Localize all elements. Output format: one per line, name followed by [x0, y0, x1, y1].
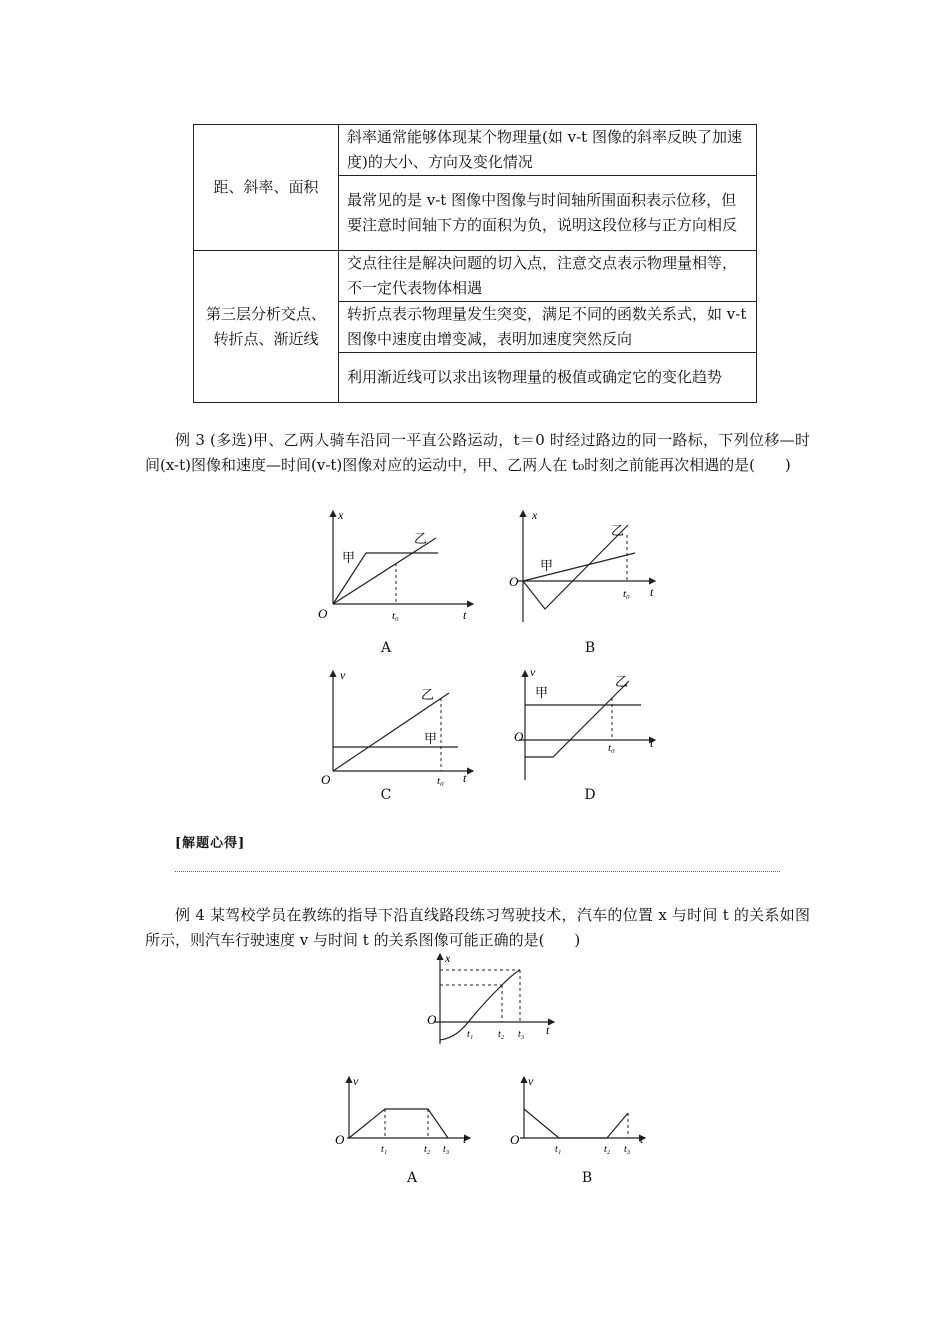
t0-label: t₀ — [392, 610, 399, 622]
example3-text: 例 3 (多选)甲、乙两人骑车沿同一平直公路运动，t＝0 时经过路边的同一路标，下列位移—时间(x-t)图像和速度—时间(v-t)图像对应的运动中，甲、乙两人在 t₀时刻之前能再次相遇的是( ) — [145, 431, 810, 474]
t2-label: t₂ — [604, 1144, 611, 1155]
table-cell: 斜率通常能够体现某个物理量(如 v-t 图像的斜率反映了加速度)的大小、方向及变化情况 — [339, 125, 757, 176]
y-label: x — [532, 508, 538, 522]
y-label: v — [528, 1074, 534, 1088]
yi-label: 乙 — [615, 674, 629, 689]
summary-table — [193, 124, 757, 403]
origin: O — [509, 574, 519, 589]
origin: O — [427, 1012, 437, 1027]
origin: O — [321, 772, 331, 787]
example4-option-b — [510, 1073, 650, 1159]
x-label: t — [650, 736, 654, 750]
t0-label: t₀ — [623, 588, 630, 600]
yi-label: 乙 — [611, 523, 625, 538]
origin: O — [335, 1132, 345, 1147]
jia-label: 甲 — [424, 731, 438, 746]
x-label: t — [463, 771, 467, 785]
y-label: x — [338, 508, 344, 522]
t1-label: t₁ — [467, 1029, 474, 1040]
table-cell: 转折点表示物理量发生突变，满足不同的函数关系式，如 v-t 图像中速度由增变减，表明加速度突然反向 — [339, 302, 757, 353]
figure-d-label: D — [584, 787, 596, 803]
option-b-label: B — [581, 1170, 593, 1186]
origin: O — [514, 729, 524, 744]
figure-b-label: B — [584, 640, 596, 656]
x-label: t — [650, 585, 654, 599]
y-label: v — [353, 1074, 359, 1088]
t3-label: t₃ — [518, 1029, 525, 1040]
velocity-curve — [524, 1109, 628, 1138]
t1-label: t₁ — [381, 1144, 388, 1155]
figure-c — [313, 665, 478, 787]
figure-a — [313, 505, 478, 623]
t1-label: t₁ — [555, 1144, 562, 1155]
t3-label: t₃ — [443, 1144, 450, 1155]
yi-label: 乙 — [421, 687, 435, 702]
t2-label: t₂ — [424, 1144, 431, 1155]
example4-text: 例 4 某驾校学员在教练的指导下沿直线路段练习驾驶技术，汽车的位置 x 与时间 t 的关系如图所示，则汽车行驶速度 v 与时间 t 的关系图像可能正确的是( ) — [145, 906, 810, 949]
y-label: x — [445, 951, 451, 965]
t3-label: t₃ — [624, 1144, 631, 1155]
row2-left-cell: 第三层分析交点、转折点、渐近线 — [194, 251, 339, 403]
y-label: v — [530, 665, 536, 679]
table-cell: 最常见的是 v-t 图像中图像与时间轴所围面积表示位移，但要注意时间轴下方的面积为负，说明这段位移与正方向相反 — [339, 176, 757, 251]
origin: O — [318, 606, 328, 621]
table-cell: 利用渐近线可以求出该物理量的极值或确定它的变化趋势 — [339, 353, 757, 403]
t2-label: t₂ — [498, 1029, 505, 1040]
x-label: t — [463, 608, 467, 622]
example4-option-a — [335, 1073, 475, 1159]
example4-main-figure — [422, 950, 562, 1048]
x-label: t — [640, 1132, 644, 1146]
yi-label: 乙 — [414, 531, 428, 546]
table-cell: 交点往往是解决问题的切入点，注意交点表示物理量相等，不一定代表物体相遇 — [339, 251, 757, 302]
x-label: t — [463, 1132, 467, 1146]
curve-yi — [333, 538, 436, 604]
jia-label: 甲 — [540, 558, 554, 573]
figure-b — [505, 505, 670, 625]
position-curve — [440, 970, 520, 1040]
y-label: v — [340, 668, 346, 682]
figure-d — [505, 665, 670, 785]
notes-label: [解题心得] — [175, 836, 246, 851]
jia-label: 甲 — [342, 550, 356, 565]
jia-label: 甲 — [535, 685, 549, 700]
t0-label: t₀ — [608, 742, 615, 754]
notes-divider — [175, 871, 780, 872]
row1-left-cell: 距、斜率、面积 — [194, 125, 339, 251]
figure-a-label: A — [380, 640, 392, 656]
x-label: t — [546, 1023, 550, 1037]
origin: O — [510, 1132, 520, 1147]
figure-c-label: C — [380, 787, 392, 803]
t0-label: t₀ — [437, 775, 444, 787]
velocity-curve — [349, 1109, 448, 1138]
option-a-label: A — [406, 1170, 418, 1186]
